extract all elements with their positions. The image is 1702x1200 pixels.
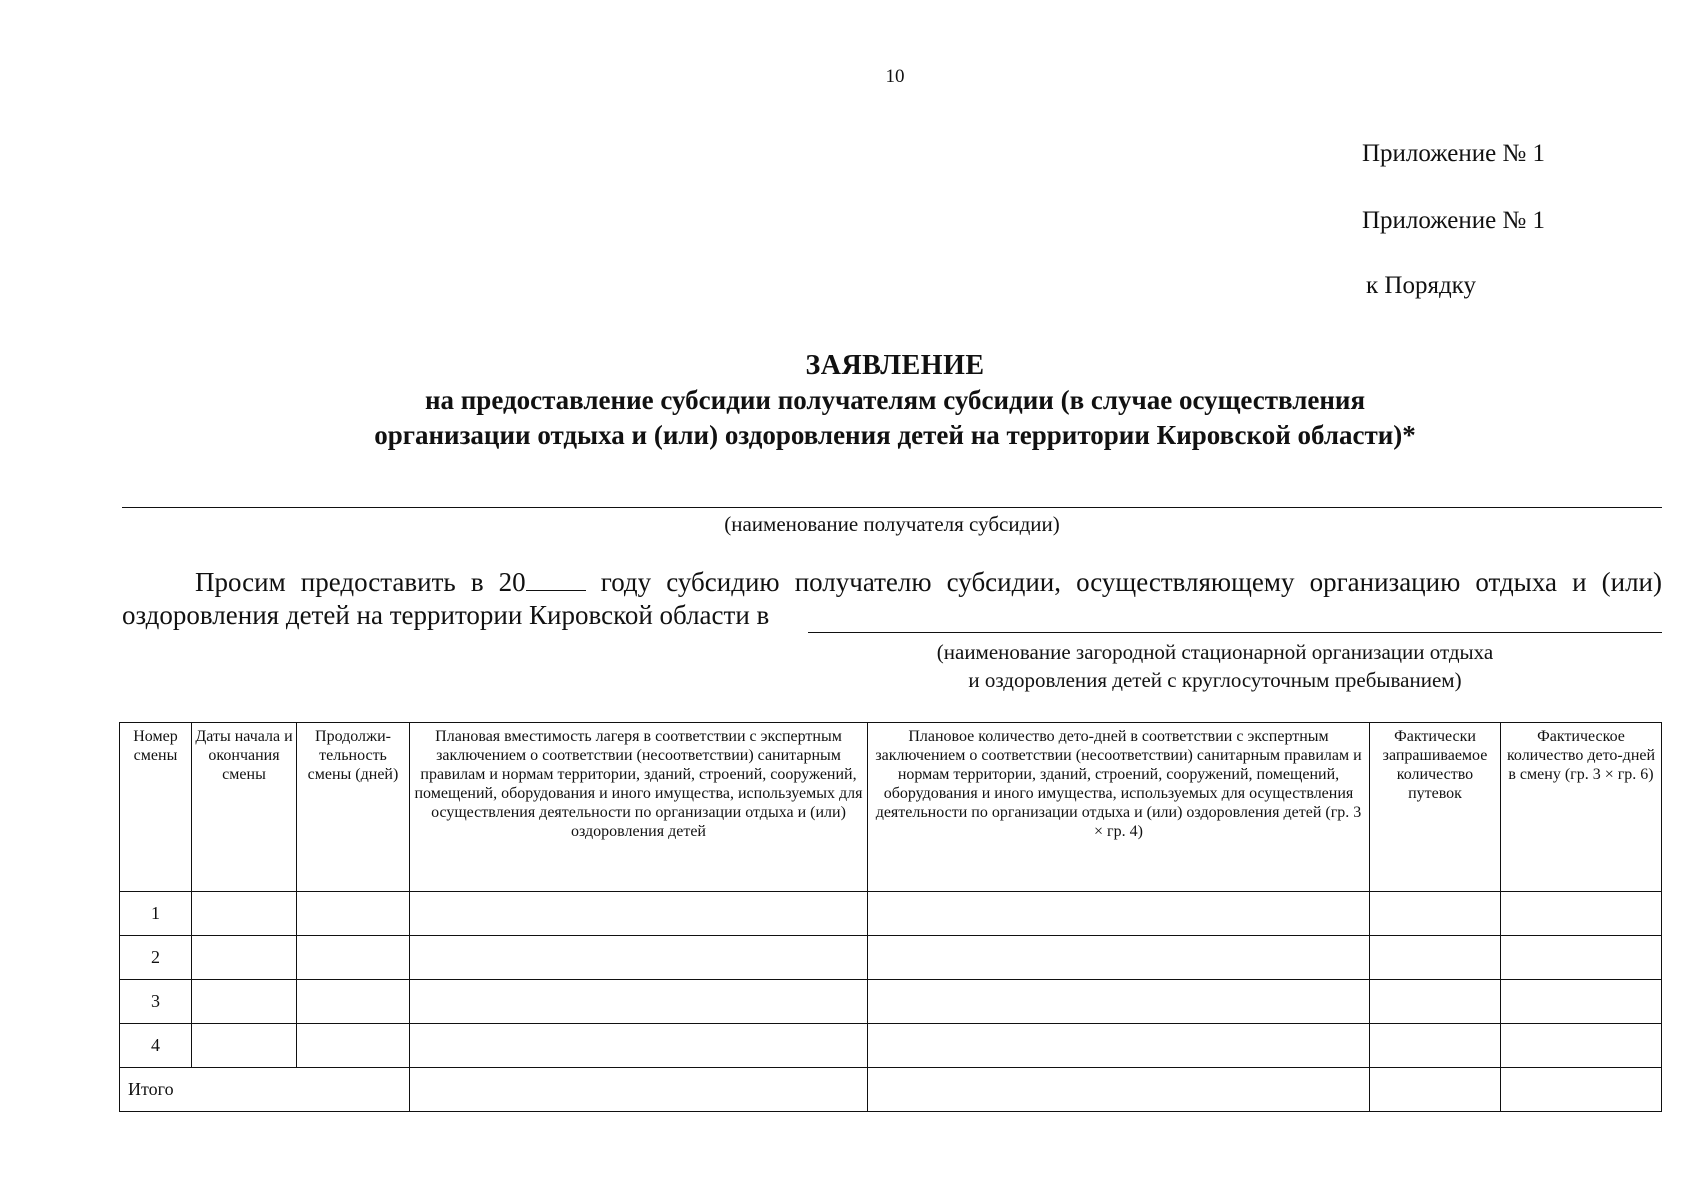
table-row (120, 1024, 1662, 1068)
page-number: 10 (885, 66, 905, 87)
table-cell[interactable] (868, 892, 1370, 936)
shift-number-cell: 4 (120, 1024, 192, 1068)
title-line-2: организации отдыха и (или) оздоровления детей на территории Кировской области)* (374, 420, 1416, 450)
organization-caption-line-2: и оздоровления детей с круглосуточным пребыванием) (968, 668, 1462, 692)
table-cell[interactable] (192, 1024, 297, 1068)
recipient-name-line[interactable] (122, 507, 1662, 508)
table-cell[interactable] (410, 980, 868, 1024)
header-shift-dates: Даты начала и окончания смены (192, 723, 297, 892)
table-cell[interactable] (192, 936, 297, 980)
table-cell[interactable] (1370, 1024, 1501, 1068)
appendix-label-1: Приложение № 1 (1362, 140, 1546, 167)
table-cell[interactable] (1370, 892, 1501, 936)
table-cell[interactable] (1501, 892, 1662, 936)
table-cell[interactable] (868, 1068, 1370, 1112)
table-cell[interactable] (192, 980, 297, 1024)
table-cell[interactable] (1501, 980, 1662, 1024)
shift-number-cell: 3 (120, 980, 192, 1024)
header-requested-vouchers: Фактически запрашиваемое количество путевок (1370, 723, 1501, 892)
table-row (120, 980, 1662, 1024)
title-main: ЗАЯВЛЕНИЕ (805, 350, 985, 381)
total-label: Итого (120, 1068, 410, 1112)
table-cell[interactable] (1501, 1024, 1662, 1068)
year-blank[interactable] (526, 568, 586, 591)
organization-caption (780, 638, 1650, 694)
table-header-row (120, 723, 1662, 892)
header-actual-child-days: Фактическое количество дето-дней в смену (гр. 3 × гр. 6) (1501, 723, 1662, 892)
table-cell[interactable] (1501, 1068, 1662, 1112)
table-cell[interactable] (1370, 936, 1501, 980)
table-cell[interactable] (868, 980, 1370, 1024)
table-row (120, 892, 1662, 936)
table-cell[interactable] (1501, 936, 1662, 980)
table-cell[interactable] (868, 1024, 1370, 1068)
document-title (100, 348, 1690, 453)
table-cell[interactable] (192, 892, 297, 936)
table-cell[interactable] (410, 1024, 868, 1068)
table-cell[interactable] (410, 1068, 868, 1112)
table-cell[interactable] (410, 936, 868, 980)
recipient-caption: (наименование получателя субсидии) (724, 512, 1060, 536)
shifts-table (119, 722, 1662, 1112)
header-shift-duration: Продолжи-тельность смены (дней) (297, 723, 410, 892)
header-shift-number: Номер смены (120, 723, 192, 892)
table-cell[interactable] (1370, 980, 1501, 1024)
request-part-3: оздоровления детей на территории Кировской области в (122, 600, 770, 630)
header-planned-child-days: Плановое количество дето-дней в соответствии с экспертным заключением о соответствии (несоответствии) санитарным правилам и нормам территории, зданий, строений, сооружений, помещений, оборудования и иного имущества, используемых для осуществления деятельности по организации отдыха и (или) оздоровления детей (гр. 3 × гр. 4) (868, 723, 1370, 892)
request-paragraph (122, 566, 1662, 632)
request-part-2: году субсидию получателю субсидии, осуществляющему организацию отдыха и (или) (585, 567, 1662, 597)
appendix-label-2: Приложение № 1 (1362, 207, 1546, 234)
table-cell[interactable] (297, 1024, 410, 1068)
request-part-1: Просим предоставить в 20 (195, 567, 526, 597)
table-total-row (120, 1068, 1662, 1112)
table-cell[interactable] (410, 892, 868, 936)
title-line-1: на предоставление субсидии получателям субсидии (в случае осуществления (424, 385, 1366, 415)
table-cell[interactable] (297, 936, 410, 980)
table-cell[interactable] (1370, 1068, 1501, 1112)
request-line-1 (122, 566, 1662, 599)
table-row (120, 936, 1662, 980)
table-cell[interactable] (297, 892, 410, 936)
table-cell[interactable] (868, 936, 1370, 980)
appendix-order-ref: к Порядку (1366, 272, 1476, 299)
organization-caption-line-1: (наименование загородной стационарной организации отдыха (936, 640, 1494, 664)
shift-number-cell: 2 (120, 936, 192, 980)
header-planned-capacity: Плановая вместимость лагеря в соответствии с экспертным заключением о соответствии (несоответствии) санитарным правилам и нормам территории, зданий, строений, сооружений, помещений, оборудования и иного имущества, используемых для осуществления деятельности по организации отдыха и (или) оздоровления детей (410, 723, 868, 892)
table-cell[interactable] (297, 980, 410, 1024)
organization-name-line[interactable] (808, 632, 1662, 633)
shift-number-cell: 1 (120, 892, 192, 936)
